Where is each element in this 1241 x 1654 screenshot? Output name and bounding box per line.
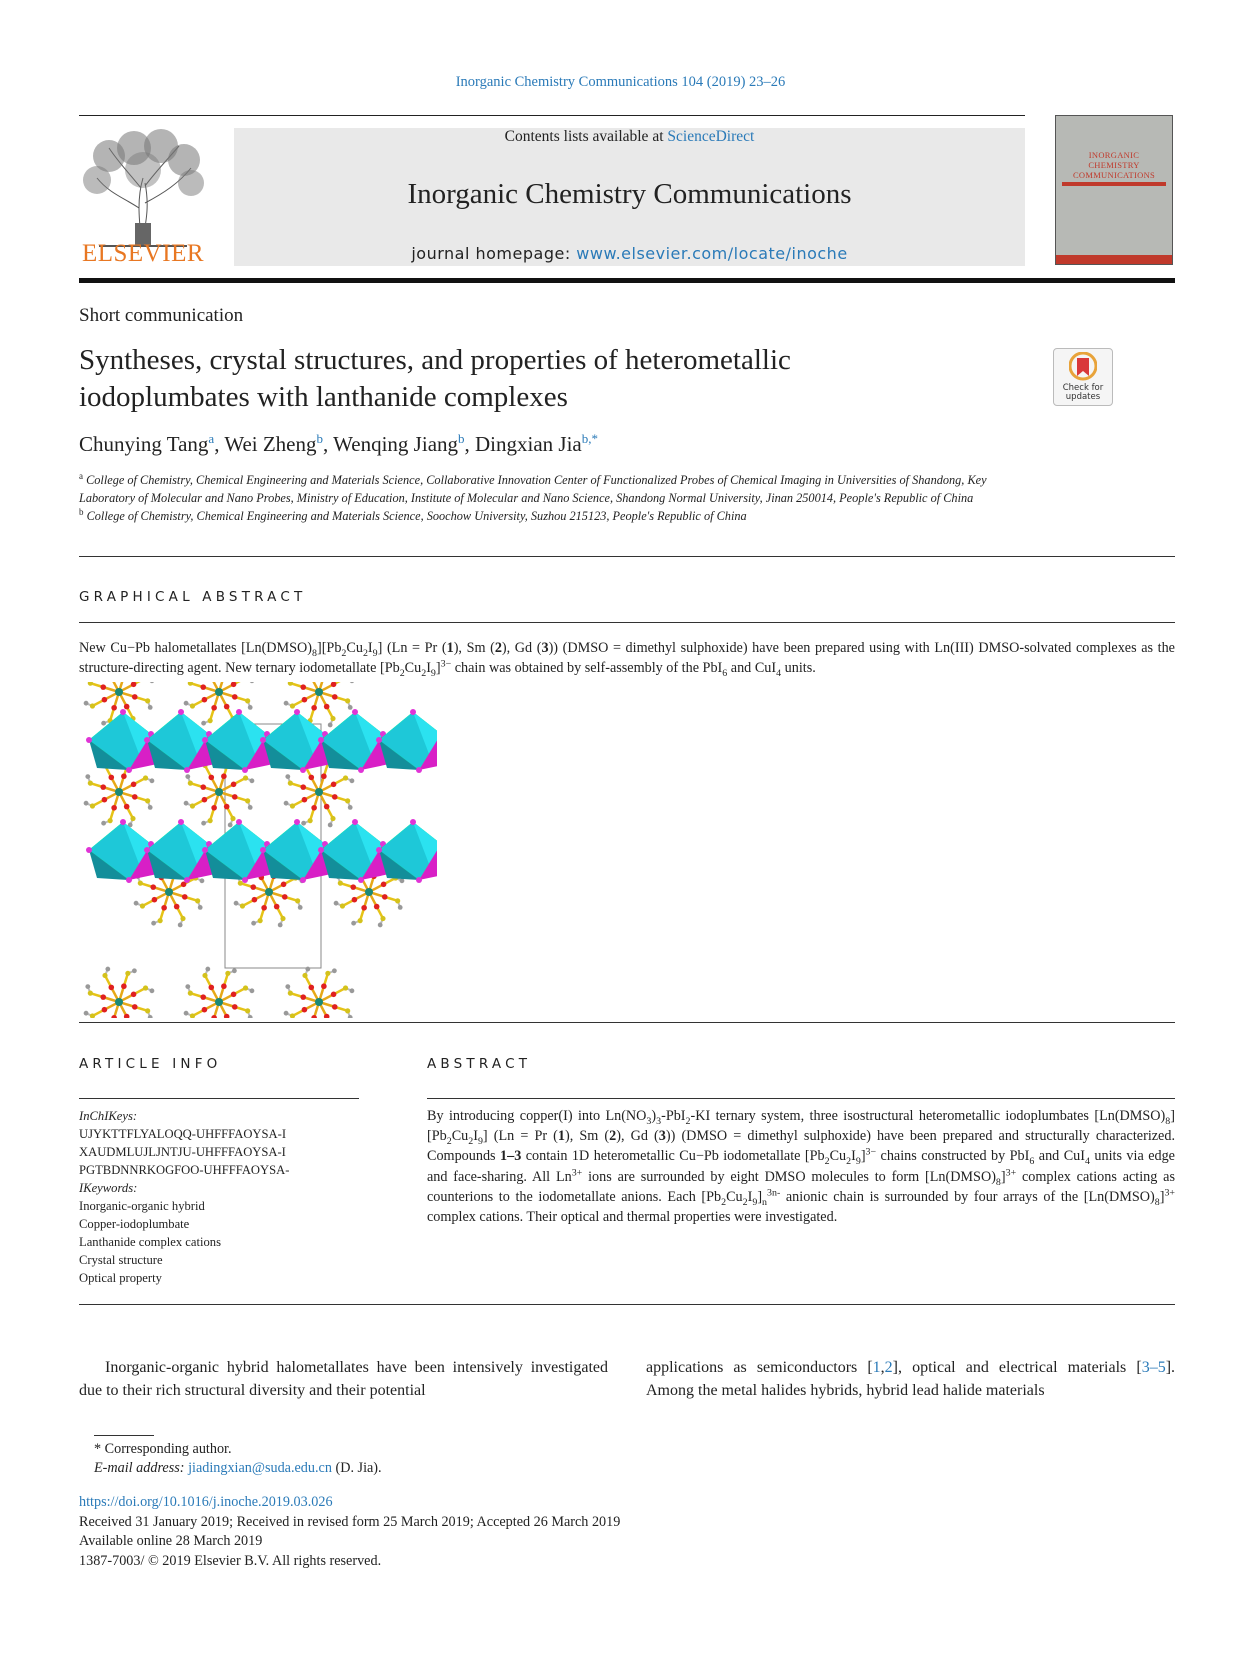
affiliation-item: [79, 471, 1039, 507]
article-title: [79, 342, 979, 416]
body-text-right-column: [646, 1357, 1175, 1402]
keyword: Lanthanide complex cations: [79, 1235, 221, 1249]
sciencedirect-link[interactable]: ScienceDirect: [667, 128, 755, 145]
received-dates: Received 31 January 2019; Received in revised form 25 March 2019; Accepted 26 March 2019: [79, 1513, 621, 1530]
graphical-abstract-heading: GRAPHICAL ABSTRACT: [79, 589, 307, 605]
affiliation-item: [79, 507, 1039, 525]
contents-available-line: [234, 128, 1025, 146]
body-text: ,: [880, 1359, 885, 1376]
homepage-link[interactable]: www.elsevier.com/locate/inoche: [576, 244, 848, 263]
publication-info: [79, 1493, 620, 1571]
elsevier-wordmark: ELSEVIER: [81, 240, 205, 267]
affiliation-marker: a: [79, 470, 83, 481]
section-divider: [79, 1304, 1175, 1305]
affiliation-text: College of Chemistry, Chemical Engineering and Materials Science, Soochow University, Suzhou 215123, People's Republic of China: [86, 509, 747, 523]
abstract-heading: ABSTRACT: [427, 1056, 532, 1072]
doi-link[interactable]: https://doi.org/10.1016/j.inoche.2019.03.026: [79, 1494, 333, 1510]
body-text-left-column: Inorganic-organic hybrid halometallates have been intensively investigated due to their rich structural diversity and their potential: [79, 1359, 608, 1399]
citation-link[interactable]: 1: [872, 1359, 881, 1376]
footnotes: [94, 1440, 382, 1478]
bookmark-icon: [1069, 352, 1097, 382]
keyword: Inorganic-organic hybrid: [79, 1199, 205, 1213]
email-line: [94, 1459, 382, 1478]
corresponding-author-note: * Corresponding author.: [94, 1441, 232, 1457]
article-info: [79, 1107, 359, 1287]
copyright: 1387-7003/ © 2019 Elsevier B.V. All rights reserved.: [79, 1552, 382, 1569]
keyword: Crystal structure: [79, 1253, 163, 1267]
article-info-heading: ARTICLE INFO: [79, 1056, 222, 1072]
abstract-text: By introducing copper(I) into $Ln(NO_3)_3-PbI_2-KI$ ternary system, three isostructural heterometallic iodoplumbates $[Ln(DMSO)_8][Pb_2Cu_2I_9] (Ln = Pr$ (1), Sm (2), Gd (3)) (DMSO = dimethyl sulphoxide) have been prepared and structurally characterized. Compounds 1–3 contain 1D heterometallic Cu−Pb iodometallate $[Pb_2Cu_2I_9]^{3-}$ chains constructed by PbI$_6$ and CuI$_4$ units via edge and face-sharing. All $Ln^{3+}$ ions are surrounded by eight DMSO molecules to form $[Ln(DMSO)_8]^{3+}$ complex cations acting as counterions to the iodometallate anions. Each $[Pb_2Cu_2I_9]_n^{3n-}$ anionic chain is surrounded by four arrays of the $[Ln(DMSO)_8]^{3+}$ complex cations. Their optical and thermal properties were investigated.: [427, 1108, 1175, 1226]
cover-title: INORGANIC CHEMISTRY COMMUNICATIONS: [1072, 150, 1156, 180]
journal-reference[interactable]: Inorganic Chemistry Communications 104 (2019) 23–26: [455, 74, 786, 90]
check-for-updates-button[interactable]: [1053, 348, 1113, 406]
author-affiliation-link[interactable]: b: [458, 431, 465, 446]
author-affiliation-link[interactable]: b: [316, 431, 324, 446]
author-name: Dingxian Jia: [475, 432, 582, 456]
author-affiliation-link[interactable]: b,*: [581, 431, 598, 446]
inchi-key: UJYKTTFLYALOQQ-UHFFFAOYSA-I: [79, 1127, 287, 1141]
inchi-key: PGTBDNNRKOGFOO-UHFFFAOYSA-: [79, 1163, 290, 1177]
journal-cover-thumbnail[interactable]: [1055, 115, 1173, 265]
anionic-chains: [86, 709, 437, 883]
contents-prefix: Contents lists available at: [504, 128, 668, 145]
author-affiliation-link[interactable]: a: [208, 431, 215, 446]
affiliations: [79, 471, 1039, 525]
body-text: ], optical and electrical materials [: [892, 1359, 1142, 1376]
body-text: applications as semiconductors [: [646, 1359, 873, 1376]
graphical-abstract-text: New Cu−Pb halometallates $[Ln(DMSO)_8][Pb_2Cu_2I_9] (Ln = Pr$ (1), Sm (2), Gd (3)) (DMSO = dimethyl sulphoxide) have been prepared using with Ln(III) DMSO-solvated complexes as the structure-directing agent. New ternary iodometallate $[Pb_2Cu_2I_9]^{3-}$ chain was obtained by self-assembly of the PbI$_6$ and CuI$_4$ units.: [79, 640, 1175, 679]
email-link[interactable]: jiadingxian@suda.edu.cn: [188, 1460, 332, 1476]
keyword: Copper-iodoplumbate: [79, 1217, 190, 1231]
inchi-key: XAUDMLUJLJNTJU-UHFFFAOYSA-I: [79, 1145, 286, 1159]
email-label: E-mail address:: [94, 1460, 189, 1476]
author-name: Wenqing Jiang: [333, 432, 459, 456]
abstract-divider: [427, 1098, 1175, 1099]
body-text: ]. Among the metal halides hybrids, hybrid lead halide materials: [646, 1359, 1176, 1399]
email-suffix: (D. Jia).: [331, 1460, 382, 1476]
citation-link[interactable]: 3–5: [1141, 1359, 1166, 1376]
cover-bottom-band: [1056, 255, 1172, 264]
cover-band: [1062, 182, 1166, 186]
journal-title: Inorganic Chemistry Communications: [407, 178, 852, 210]
article-title-line-2: iodoplumbates with lanthanide complexes: [79, 381, 568, 413]
affiliation-marker: b: [79, 506, 84, 517]
section-divider: [79, 622, 1175, 623]
article-title-line-1: Syntheses, crystal structures, and properties of heterometallic: [79, 344, 791, 376]
journal-masthead: [234, 128, 1025, 266]
affiliation-text: College of Chemistry, Chemical Engineering and Materials Science, Collaborative Innovation Center of Functionalized Probes of Chemical Imaging in Universities of Shandong, Key Laboratory of Molecular and Nano Probes, Ministry of Education, Institute of Molecular and Nano Science, Shandong Normal University, Jinan 250014, People's Republic of China: [79, 473, 987, 505]
footnote-divider: [94, 1435, 154, 1436]
header-divider: [79, 115, 1025, 116]
article-type: Short communication: [79, 305, 244, 326]
check-updates-label: Check for updates: [1062, 383, 1104, 402]
header-thick-divider: [79, 278, 1175, 283]
section-divider: [79, 1022, 1175, 1023]
keywords-heading: IKeywords:: [79, 1181, 138, 1195]
article-info-divider: [79, 1098, 359, 1099]
author-list: Chunying Tang$^a$, Wei Zheng$^b$, Wenqing Jiang$^b$, Dingxian Jia$^{b,*}$: [79, 431, 598, 456]
homepage-prefix: journal homepage:: [411, 244, 577, 263]
section-divider: [79, 556, 1175, 557]
crystal-structure-figure: [79, 682, 437, 1018]
keyword: Optical property: [79, 1271, 162, 1285]
author-name: Wei Zheng: [224, 432, 317, 456]
inchi-keys-heading: InChIKeys:: [79, 1109, 138, 1123]
online-date: Available online 28 March 2019: [79, 1533, 263, 1549]
citation-link[interactable]: 2: [884, 1359, 893, 1376]
journal-homepage-line: [234, 244, 1025, 263]
author-name: Chunying Tang: [79, 432, 209, 456]
